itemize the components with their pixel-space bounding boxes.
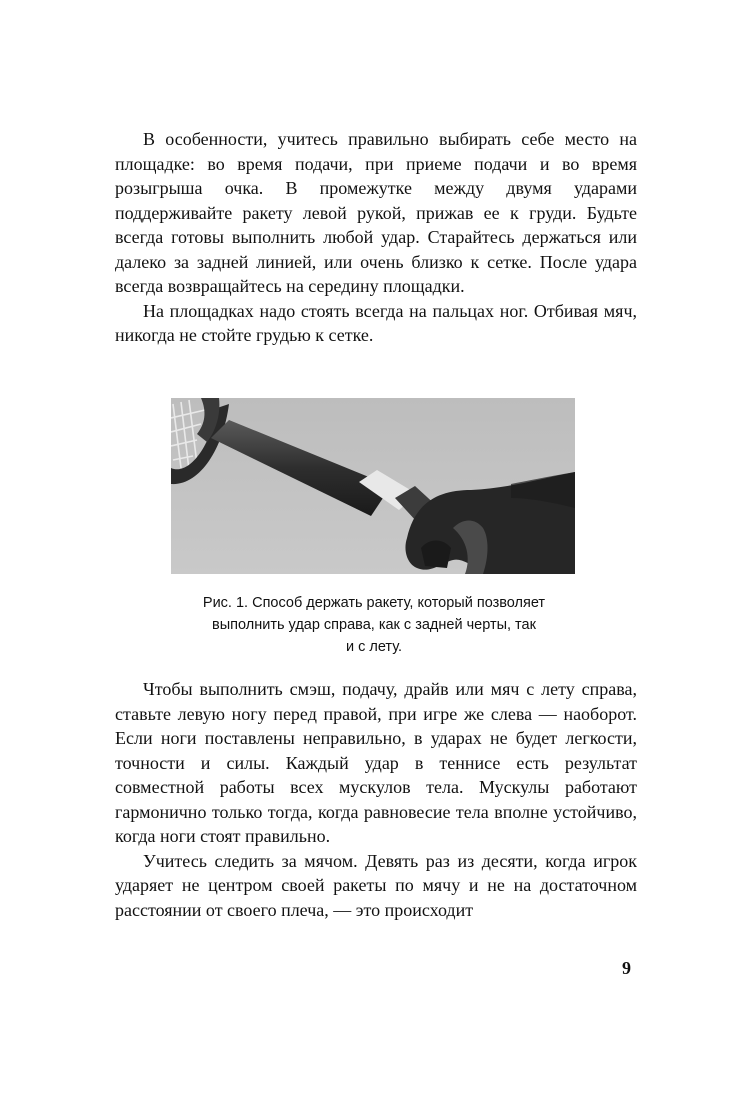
page-number: 9	[622, 958, 631, 978]
paragraph: Учитесь следить за мячом. Девять раз из десяти, когда игрок ударяет не центром своей ракеты по мячу и не на достаточном расстоянии от своего плеча, — это происходит	[115, 850, 637, 920]
figure-caption	[150, 592, 598, 658]
caption-line: Рис. 1. Способ держать ракету, который позволяет	[202, 595, 546, 611]
racket-grip-photo	[171, 398, 575, 574]
paragraph: На площадках надо стоять всегда на пальцах ног. Отбивая мяч, никогда не стойте грудью к сетке.	[115, 300, 637, 345]
caption-line: и с лету.	[345, 639, 403, 655]
paragraph: В особенности, учитесь правильно выбирать себе место на площадке: во время подачи, при приеме подачи и во время розыгрыша очка. В промежутке между двумя ударами поддерживайте ракету левой рукой, прижав ее к груди. Будьте всегда готовы выполнить любой удар. Старайтесь держаться или далеко за задней линией, или очень близко к сетке. После удара всегда возвращайтесь на середину площадки.	[115, 129, 637, 296]
text-block-top	[115, 127, 637, 348]
text-block-bottom	[115, 677, 637, 922]
caption-line: выполнить удар справа, как с задней черты, так	[212, 617, 536, 633]
paragraph: Чтобы выполнить смэш, подачу, драйв или мяч с лету справа, ставьте левую ногу перед правой, при игре же слева — наоборот. Если ноги поставлены неправильно, в ударах не будет легкости, точности и силы. Каждый удар в теннисе есть результат совместной работы всех мускулов тела. Мускулы работают гармонично только тогда, когда равновесие тела вполне устойчиво, когда ноги стоят правильно.	[115, 679, 637, 846]
